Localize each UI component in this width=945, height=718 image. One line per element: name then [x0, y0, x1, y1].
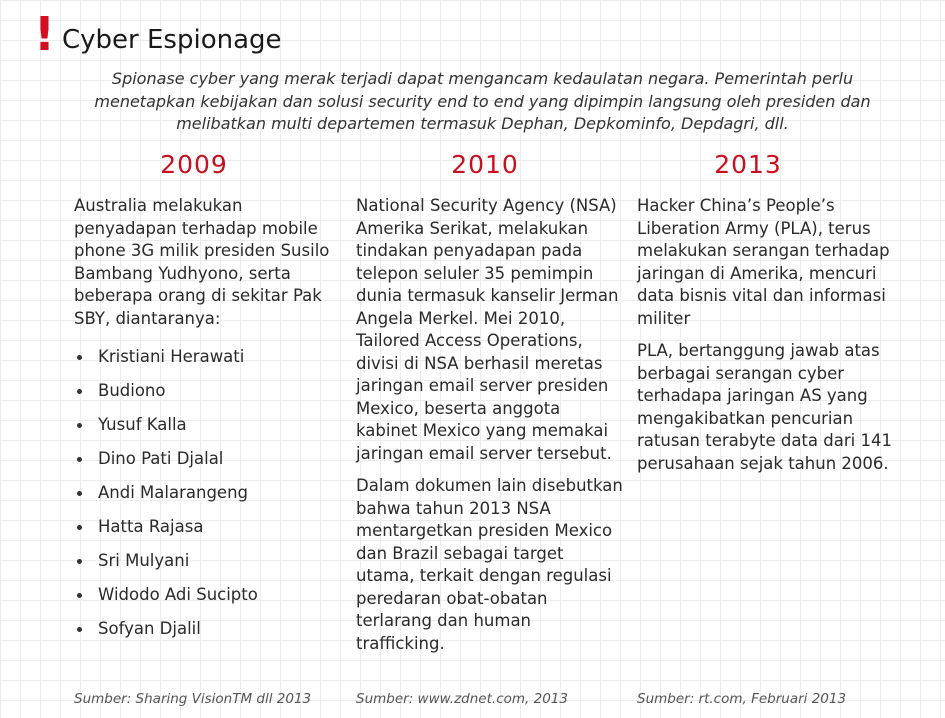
list-item: Dino Pati Djalal	[74, 442, 334, 476]
paragraph: Dalam dokumen lain disebutkan bahwa tahun 2013 NSA mentargetkan presiden Mexico dan Brazil sebagai target utama, terkait dengan regulasi peredaran obat-obatan terlarang dan human trafficking.	[356, 476, 623, 653]
list-item: Sri Mulyani	[74, 544, 334, 578]
list-item: Sofyan Djalil	[74, 612, 334, 646]
paragraph: Australia melakukan penyadapan terhadap mobile phone 3G milik presiden Susilo Bambang Yudhyono, serta beberapa orang di sekitar Pak SBY, diantaranya:	[74, 196, 330, 328]
year-heading: 2009	[160, 150, 228, 179]
column-body	[74, 195, 334, 646]
list-item: Budiono	[74, 374, 334, 408]
intro-text: Spionase cyber yang merak terjadi dapat mengancam kedaulatan negara. Pemerintah perlu menetapkan kebijakan dan solusi security end to end yang dipimpin langsung oleh presiden dan melibatkan multi departemen termasuk Dephan, Depkominfo, Depdagri, dll.	[94, 69, 871, 133]
list-item: Yusuf Kalla	[74, 408, 334, 442]
paragraph: Hacker China’s People’s Liberation Army (PLA), terus melakukan serangan terhadap jaringan di Amerika, mencuri data bisnis vital dan informasi militer	[637, 196, 890, 328]
exclamation-icon: !	[34, 7, 55, 61]
source-2010: Sumber: www.zdnet.com, 2013	[356, 691, 568, 707]
bullet-list	[74, 340, 334, 646]
list-item: Widodo Adi Sucipto	[74, 578, 334, 612]
column-body	[356, 195, 624, 665]
column-body	[637, 195, 899, 485]
year-heading: 2010	[451, 150, 519, 179]
source-2009: Sumber: Sharing VisionTM dll 2013	[74, 691, 312, 707]
paragraph: National Security Agency (NSA) Amerika Serikat, melakukan tindakan penyadapan pada telepon seluler 35 pemimpin dunia termasuk kanselir Jerman Angela Merkel. Mei 2010, Tailored Access Operations, divisi di NSA berhasil meretas jaringan email server presiden Mexico, beserta anggota kabinet Mexico yang memakai jaringan email server tersebut.	[356, 196, 619, 463]
list-item: Hatta Rajasa	[74, 510, 334, 544]
source-2013: Sumber: rt.com, Februari 2013	[637, 691, 847, 707]
page-title: Cyber Espionage	[62, 25, 282, 55]
paragraph: PLA, bertanggung jawab atas berbagai serangan cyber terhadapa jaringan AS yang mengakibatkan pencurian ratusan terabyte data dari 141 perusahaan sejak tahun 2006.	[637, 341, 892, 473]
year-heading: 2013	[714, 150, 782, 179]
list-item: Kristiani Herawati	[74, 340, 334, 374]
list-item: Andi Malarangeng	[74, 476, 334, 510]
